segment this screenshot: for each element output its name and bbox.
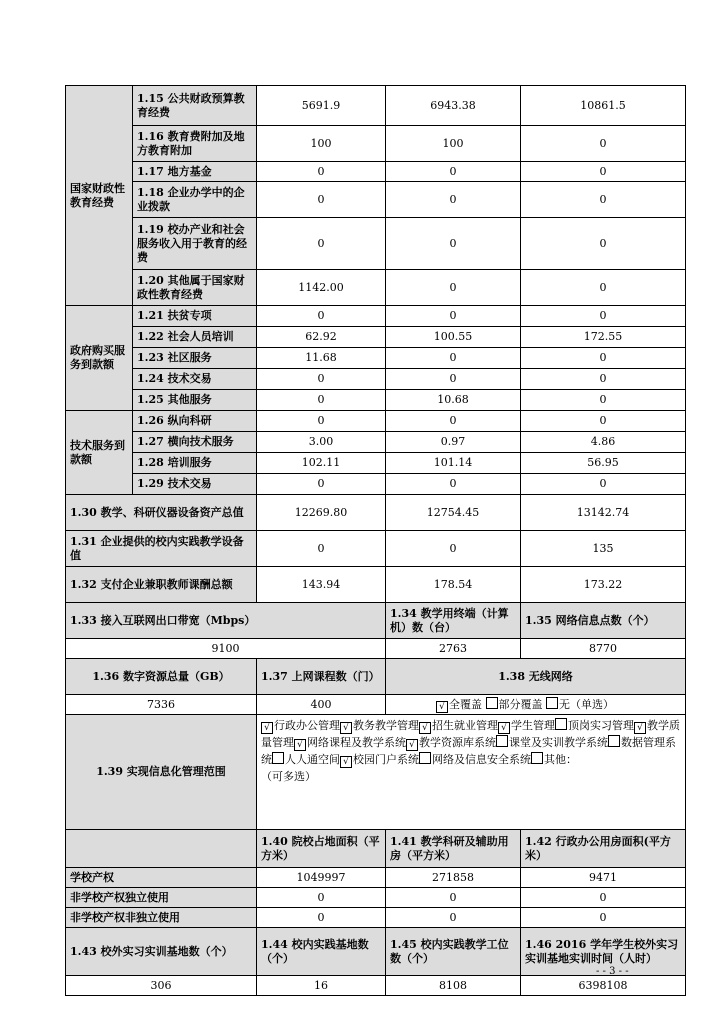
table-row [66, 86, 686, 126]
cell-value: 4.86 [521, 432, 686, 453]
table-row [66, 639, 686, 659]
cell-value: 8770 [521, 639, 686, 659]
row-label: 1.15 公共财政预算教育经费 [133, 86, 257, 126]
checkbox[interactable]: √ [406, 739, 418, 751]
info-option[interactable] [261, 719, 340, 732]
cell-value: 13142.74 [521, 495, 686, 531]
cell-value: 0 [386, 182, 521, 218]
info-option[interactable] [340, 753, 419, 766]
row-label: 1.17 地方基金 [133, 162, 257, 182]
option-label: 其他： [544, 753, 577, 766]
info-option[interactable] [294, 736, 406, 749]
table-row [66, 453, 686, 474]
row-label: 1.29 技术交易 [133, 474, 257, 495]
header-bandwidth: 1.33 接入互联网出口带宽（Mbps） [66, 603, 386, 639]
cell-value: 0 [521, 126, 686, 162]
cell-value: 0 [521, 306, 686, 327]
cell-value: 172.55 [521, 327, 686, 348]
table-row [66, 567, 686, 603]
wifi-option-full[interactable] [436, 698, 482, 711]
table-row [66, 306, 686, 327]
cell-value: 0 [257, 888, 386, 908]
cell-value: 0 [521, 270, 686, 306]
wireless-options [386, 695, 686, 715]
option-label: 网络及信息安全系统 [432, 753, 531, 766]
info-option[interactable] [531, 753, 577, 766]
table-row [66, 411, 686, 432]
row-label: 1.19 校办产业和社会服务收入用于教育的经费 [133, 218, 257, 270]
cell-value: 0 [521, 162, 686, 182]
info-management-label: 1.39 实现信息化管理范围 [66, 715, 257, 830]
cell-value: 0 [521, 369, 686, 390]
table-row [66, 928, 686, 976]
cell-value: 0 [257, 218, 386, 270]
table-row [66, 976, 686, 996]
info-option[interactable] [496, 736, 608, 749]
cell-value: 2763 [386, 639, 521, 659]
table-row [66, 348, 686, 369]
checkbox[interactable]: √ [340, 722, 352, 734]
checkbox[interactable]: √ [634, 722, 646, 734]
info-option[interactable] [555, 719, 634, 732]
header-training-time: 1.46 2016 学年学生校外实习实训基地实训时间（人时） [521, 928, 686, 976]
row-label: 1.30 教学、科研仪器设备资产总值 [66, 495, 257, 531]
row-label: 1.24 技术交易 [133, 369, 257, 390]
cell-value: 7336 [66, 695, 257, 715]
header-internal-bases: 1.44 校内实践基地数（个） [257, 928, 386, 976]
cell-value: 6943.38 [386, 86, 521, 126]
cell-value: 12269.80 [257, 495, 386, 531]
group-label-purchase: 政府购买服务到款额 [66, 306, 133, 411]
header-workstations: 1.45 校内实践教学工位数（个） [386, 928, 521, 976]
info-option[interactable] [498, 719, 555, 732]
cell-value: 11.68 [257, 348, 386, 369]
cell-value: 0 [521, 390, 686, 411]
cell-value: 100 [257, 126, 386, 162]
cell-value: 0 [521, 182, 686, 218]
header-teaching-buildings: 1.41 教学科研及辅助用房（平方米） [386, 830, 521, 868]
header-terminals: 1.34 教学用终端（计算机）数（台） [386, 603, 521, 639]
cell-value: 5691.9 [257, 86, 386, 126]
cell-value: 3.00 [257, 432, 386, 453]
cell-value: 143.94 [257, 567, 386, 603]
checkbox[interactable] [419, 752, 431, 764]
cell-value: 0 [386, 348, 521, 369]
cell-value: 0 [521, 908, 686, 928]
info-option[interactable] [406, 736, 496, 749]
cell-value: 100 [386, 126, 521, 162]
row-label: 1.18 企业办学中的企业拨款 [133, 182, 257, 218]
info-option[interactable] [419, 753, 531, 766]
table-row [66, 908, 686, 928]
cell-value: 0 [257, 411, 386, 432]
table-row [66, 270, 686, 306]
cell-value: 0 [257, 306, 386, 327]
option-label: 部分覆盖 [498, 697, 543, 711]
cell-value: 0 [257, 369, 386, 390]
checkbox[interactable]: √ [419, 722, 431, 734]
table-row [66, 659, 686, 695]
header-land-area: 1.40 院校占地面积（平方米） [257, 830, 386, 868]
cell-value: 0 [386, 411, 521, 432]
table-row [66, 495, 686, 531]
table-row [66, 182, 686, 218]
table-row [66, 474, 686, 495]
row-label: 1.20 其他属于国家财政性教育经费 [133, 270, 257, 306]
row-label: 1.25 其他服务 [133, 390, 257, 411]
cell-value: 271858 [386, 868, 521, 888]
table-row [66, 531, 686, 567]
option-label: 教务教学管理 [353, 719, 419, 732]
checkbox[interactable]: √ [294, 739, 306, 751]
option-label: 数据管理系统 [261, 736, 676, 766]
row-label: 1.27 横向技术服务 [133, 432, 257, 453]
row-label: 1.31 企业提供的校内实践教学设备值 [66, 531, 257, 567]
cell-value: 0 [386, 531, 521, 567]
cell-value: 178.54 [386, 567, 521, 603]
table-row [66, 369, 686, 390]
cell-value: 173.22 [521, 567, 686, 603]
cell-value: 1142.00 [257, 270, 386, 306]
checkbox[interactable] [496, 735, 508, 747]
cell-value: 6398108 [521, 976, 686, 996]
cell-value: 0 [386, 908, 521, 928]
cell-value: 0 [521, 348, 686, 369]
cell-value: 0 [521, 411, 686, 432]
table-row [66, 126, 686, 162]
checkbox[interactable] [555, 718, 567, 730]
cell-value: 8108 [386, 976, 521, 996]
multi-choice-note: （可多选） [261, 770, 316, 783]
group-label-tech: 技术服务到款额 [66, 411, 133, 495]
cell-value: 10861.5 [521, 86, 686, 126]
document-page [65, 85, 686, 996]
cell-value: 0 [386, 218, 521, 270]
cell-value: 0 [521, 218, 686, 270]
checkbox[interactable]: √ [436, 701, 448, 713]
cell-value: 135 [521, 531, 686, 567]
table-row [66, 162, 686, 182]
info-option[interactable] [272, 753, 340, 766]
cell-value: 0 [386, 369, 521, 390]
cell-value: 0 [257, 531, 386, 567]
cell-value: 400 [257, 695, 386, 715]
cell-value: 100.55 [386, 327, 521, 348]
row-label: 非学校产权独立使用 [66, 888, 257, 908]
cell-value: 0 [386, 162, 521, 182]
row-label: 1.32 支付企业兼职教师课酬总额 [66, 567, 257, 603]
cell-value: 9100 [66, 639, 386, 659]
cell-value: 1049997 [257, 868, 386, 888]
cell-value: 101.14 [386, 453, 521, 474]
cell-value: 0 [386, 270, 521, 306]
header-digital-resources: 1.36 数字资源总量（GB） [66, 659, 257, 695]
option-label: 顶岗实习管理 [568, 719, 634, 732]
row-label: 非学校产权非独立使用 [66, 908, 257, 928]
blank-header [66, 830, 257, 868]
table-row [66, 695, 686, 715]
cell-value: 0.97 [386, 432, 521, 453]
info-management-options [257, 715, 686, 830]
option-label: 全覆盖 [449, 697, 482, 711]
option-label: 人人通空间 [285, 753, 340, 766]
checkbox[interactable]: √ [498, 722, 510, 734]
cell-value: 0 [521, 474, 686, 495]
option-label: 教学资源库系统 [419, 736, 496, 749]
checkbox[interactable] [486, 697, 498, 709]
row-label: 1.22 社会人员培训 [133, 327, 257, 348]
checkbox[interactable]: √ [340, 756, 352, 768]
cell-value: 56.95 [521, 453, 686, 474]
page-number: - - 3 - - [596, 966, 629, 977]
option-label: 网络课程及教学系统 [307, 736, 406, 749]
cell-value: 0 [257, 474, 386, 495]
row-label: 1.26 纵向科研 [133, 411, 257, 432]
group-label-fiscal: 国家财政性教育经费 [66, 86, 133, 306]
option-label: 行政办公管理 [274, 719, 340, 732]
table-row [66, 218, 686, 270]
header-external-bases: 1.43 校外实习实训基地数（个） [66, 928, 257, 976]
cell-value: 62.92 [257, 327, 386, 348]
checkbox[interactable] [272, 752, 284, 764]
checkbox[interactable] [608, 735, 620, 747]
row-label: 1.23 社区服务 [133, 348, 257, 369]
cell-value: 16 [257, 976, 386, 996]
cell-value: 12754.45 [386, 495, 521, 531]
checkbox[interactable]: √ [261, 722, 273, 734]
table-row [66, 888, 686, 908]
cell-value: 0 [386, 306, 521, 327]
cell-value: 0 [257, 390, 386, 411]
header-admin-buildings: 1.42 行政办公用房面积(平方米） [521, 830, 686, 868]
cell-value: 0 [386, 474, 521, 495]
option-label: 无 [559, 697, 570, 711]
cell-value: 0 [257, 908, 386, 928]
cell-value: 0 [257, 182, 386, 218]
table-row [66, 432, 686, 453]
single-choice-note: （单选） [570, 697, 614, 711]
header-wireless: 1.38 无线网络 [386, 659, 686, 695]
checkbox[interactable] [531, 752, 543, 764]
table-row [66, 830, 686, 868]
row-label: 1.28 培训服务 [133, 453, 257, 474]
wifi-option-none[interactable] [546, 698, 570, 711]
cell-value: 9471 [521, 868, 686, 888]
cell-value: 0 [386, 888, 521, 908]
option-label: 教学质量管理 [261, 719, 680, 749]
table-row [66, 868, 686, 888]
header-info-points: 1.35 网络信息点数（个） [521, 603, 686, 639]
statistics-table [65, 85, 686, 996]
cell-value: 0 [521, 888, 686, 908]
table-row [66, 390, 686, 411]
wifi-option-partial[interactable] [486, 698, 543, 711]
cell-value: 10.68 [386, 390, 521, 411]
cell-value: 306 [66, 976, 257, 996]
checkbox[interactable] [546, 697, 558, 709]
info-option[interactable] [419, 719, 498, 732]
row-label: 1.21 扶贫专项 [133, 306, 257, 327]
row-label: 1.16 教育费附加及地方教育附加 [133, 126, 257, 162]
header-online-courses: 1.37 上网课程数（门） [257, 659, 386, 695]
info-option[interactable] [340, 719, 419, 732]
table-row [66, 327, 686, 348]
option-label: 课堂及实训教学系统 [509, 736, 608, 749]
option-label: 学生管理 [511, 719, 555, 732]
option-label: 招生就业管理 [432, 719, 498, 732]
row-label: 学校产权 [66, 868, 257, 888]
cell-value: 0 [257, 162, 386, 182]
table-row [66, 715, 686, 830]
cell-value: 102.11 [257, 453, 386, 474]
table-row [66, 603, 686, 639]
option-label: 校园门户系统 [353, 753, 419, 766]
